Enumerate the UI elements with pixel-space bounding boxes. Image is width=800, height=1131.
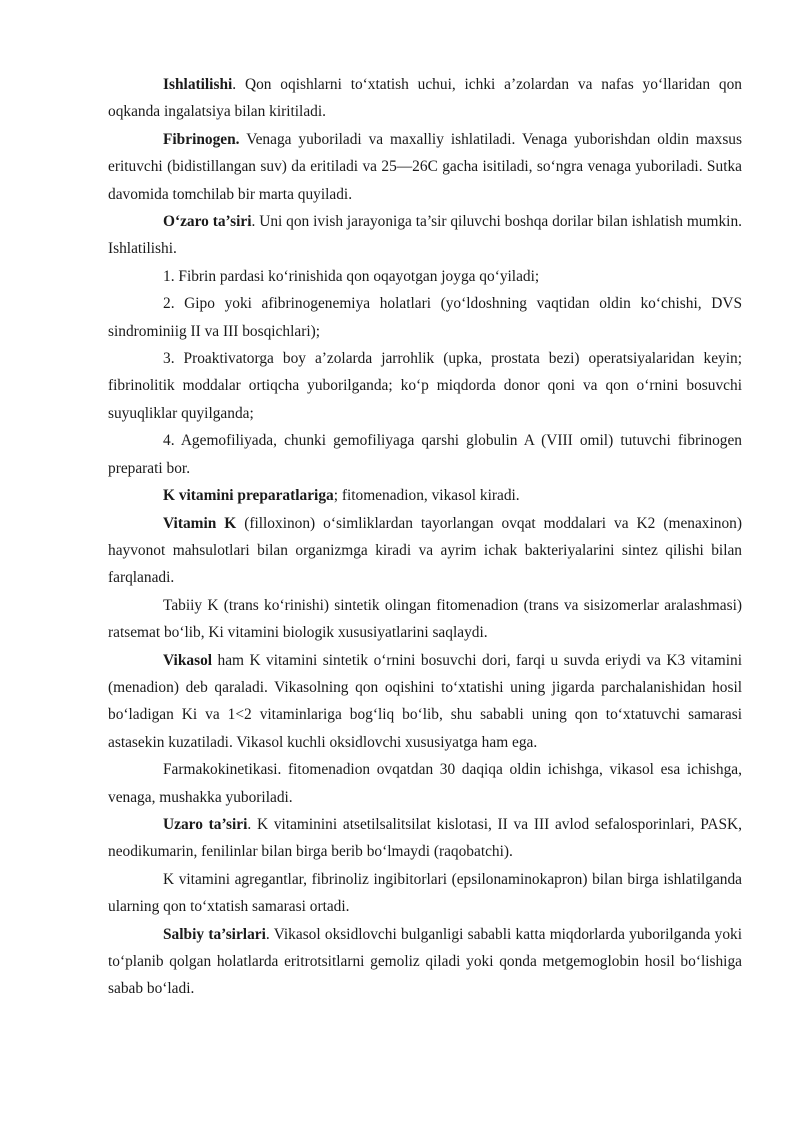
paragraph-text: . K vitaminini atsetilsalitsilat kislotasi, II va III avlod sefalosporinlari, PASK, neodikumarin, fenilinlar bilan birga berib bo‘lmaydi (raqobatchi). — [108, 815, 743, 861]
paragraph — [108, 592, 742, 647]
paragraph-text: ; fitomenadion, vikasol kiradi. — [333, 487, 520, 505]
list-item — [108, 427, 742, 482]
paragraph-text: 4. Agemofiliyada, chunki gemofiliyaga qarshi globulin A (VIII omil) tutuvchi fibrinogen preparati bor. — [108, 432, 742, 477]
paragraph-text: K vitamini agregantlar, fibrinoliz ingibitorlari (epsilonaminokapron) bilan birga ishlatilganda ularning qon to‘xtatish samarasi ortadi. — [108, 870, 742, 916]
paragraph-text: 1. Fibrin pardasi ko‘rinishida qon oqayotgan joyga qo‘yiladi; — [163, 267, 540, 285]
paragraph-heading: Uzaro ta’siri — [163, 815, 248, 833]
paragraph — [108, 510, 742, 592]
paragraph-text: Farmakokinetikasi. fitomenadion ovqatdan 30 daqiqa oldin ichishga, vikasol esa ichishga, venaga, mushakka yuboriladi. — [108, 761, 742, 806]
paragraph-text: . Qon oqishlarni to‘xtatish uchui, ichki a’zolardan va nafas yo‘llaridan qon oqkanda ingalatsiya bilan kiritiladi. — [108, 76, 742, 121]
paragraph — [108, 126, 742, 208]
paragraph-text: . Uni qon ivish jarayoniga ta’sir qiluvchi boshqa dorilar bilan ishlatish mumkin. Ishlatilishi. — [108, 213, 742, 258]
paragraph-text: 2. Gipo yoki afibrinogenemiya holatlari (yo‘ldoshning vaqtidan oldin ko‘chishi, DVS sindrominiig II va III bosqichlari); — [108, 295, 742, 340]
paragraph-heading: Salbiy ta’sirlari — [163, 925, 266, 943]
paragraph-text: ham K vitamini sintetik o‘rnini bosuvchi dori, farqi u suvda eriydi va K3 vitamini (menadion) deb qaraladi. Vikasolning qon oqishini to‘xtatishi uning jigarda parchalanishidan hosil bo‘ladigan Ki va 1<2 vitaminlariga bog‘liq bo‘lib, shu sababli uning qon to‘xtatuvchi samarasi astasekin kuzatiladi. Vikasol kuchli oksidlovchi xususiyatga ham ega. — [108, 651, 742, 751]
paragraph-heading: Ishlatilishi — [163, 76, 233, 93]
paragraph-heading: Vitamin K — [163, 514, 237, 532]
paragraph-text: Venaga yuboriladi va maxalliy ishlatiladi. Venaga yuborishdan oldin maxsus erituvchi (bidistillangan suv) da eritiladi va 25—26C gacha isitiladi, so‘ngra venaga yuboriladi. Sutka davomida tomchilab bir marta quyiladi. — [108, 130, 742, 203]
paragraph — [108, 71, 742, 126]
paragraph — [108, 647, 742, 757]
paragraph-heading: K vitamini preparatlariga — [163, 487, 334, 505]
paragraph — [108, 208, 742, 263]
list-item — [108, 345, 742, 427]
paragraph-text: 3. Proaktivatorga boy a’zolarda jarrohlik (upka, prostata bezi) operatsiyalaridan keyin; fibrinolitik moddalar ortiqcha yuborilganda; ko‘p miqdorda donor qoni va qon o‘rnini bosuvchi suyuqliklar quyilganda; — [108, 350, 742, 422]
list-item — [108, 290, 742, 345]
paragraph-heading: O‘zaro ta’siri — [163, 213, 252, 231]
paragraph-heading: Fibrinogen. — [163, 130, 240, 148]
paragraph — [108, 811, 742, 866]
paragraph — [108, 921, 742, 1003]
paragraph — [108, 482, 742, 509]
paragraph-text: (filloxinon) o‘simliklardan tayorlangan ovqat moddalari va K2 (menaxinon) hayvonot mahsulotlari bilan organizmga kiradi va ayrim ichak bakteriyalarini sintez qilishi bilan farqlanadi. — [108, 514, 742, 587]
paragraph — [108, 756, 742, 811]
paragraph — [108, 866, 742, 921]
list-item — [108, 263, 742, 290]
paragraph-heading: Vikasol — [163, 651, 213, 669]
document-page — [108, 71, 742, 1003]
paragraph-text: . Vikasol oksidlovchi bulganligi sababli katta miqdorlarda yuborilganda yoki to‘planib qolgan holatlarda eritrotsitlarni gemoliz qiladi yoki qonda metgemoglobin hosil bo‘lishiga sabab bo‘ladi. — [108, 925, 742, 998]
paragraph-text: Tabiiy K (trans ko‘rinishi) sintetik olingan fitomenadion (trans va sisizomerlar aralashmasi) ratsemat bo‘lib, Ki vitamini biologik xususiyatlarini saqlaydi. — [108, 596, 742, 642]
